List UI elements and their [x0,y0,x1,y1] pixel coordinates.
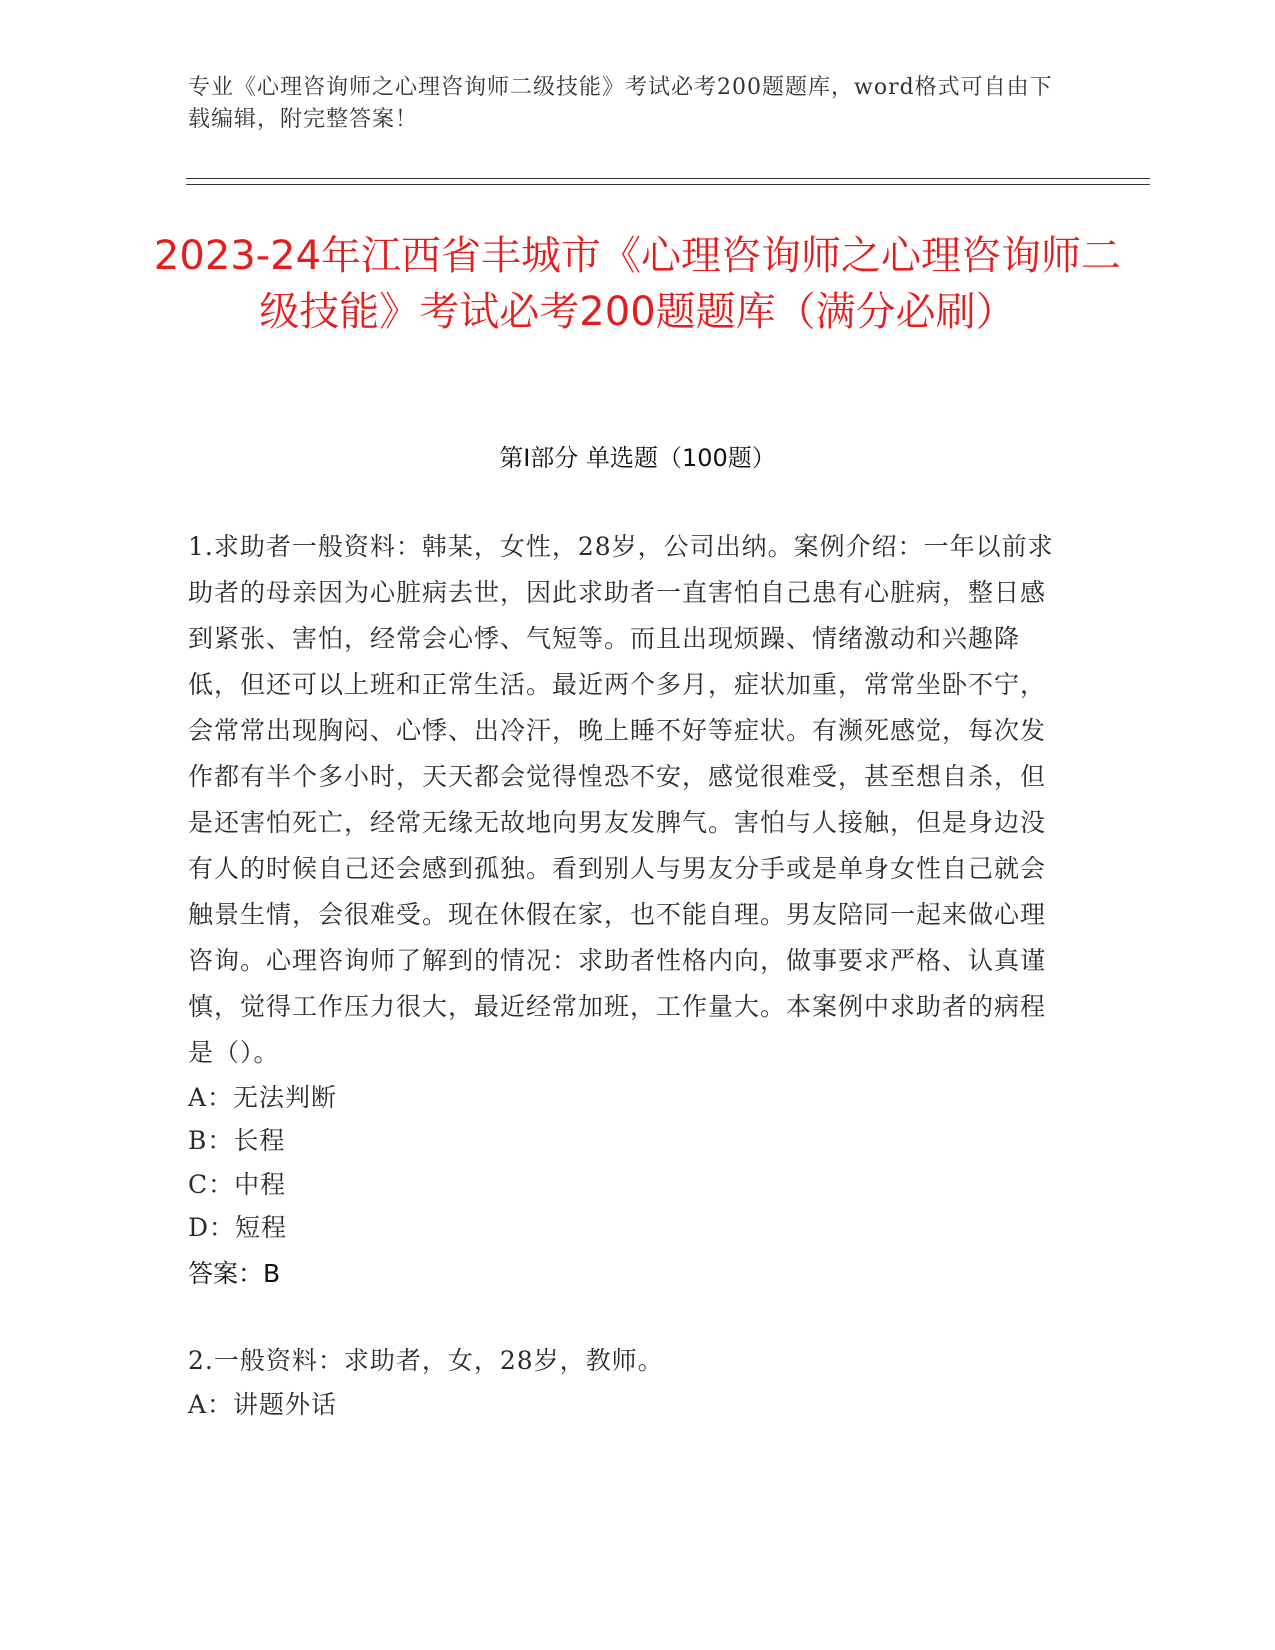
question-1-option-c: C：中程 [188,1170,287,1199]
header-divider-bottom [186,184,1150,185]
question-1-answer: 答案：B [188,1259,281,1288]
header-divider-top [186,178,1150,179]
question-2-option-a: A：讲题外话 [188,1390,338,1419]
document-title: 2023-24年江西省丰城市《心理咨询师之心理咨询师二级技能》考试必考200题题库（满分必刷） [153,233,1122,335]
question-1-option-a: A：无法判断 [188,1083,338,1112]
question-1-option-b: B：长程 [188,1126,286,1155]
question-1-option-d: D：短程 [188,1213,288,1242]
section-heading: 第Ⅰ部分 单选题（100题） [499,444,776,472]
header-note: 专业《心理咨询师之心理咨询师二级技能》考试必考200题题库，word格式可自由下载编辑，附完整答案！ [188,75,1053,132]
question-1-stem: 1.求助者一般资料：韩某，女性，28岁，公司出纳。案例介绍：一年以前求助者的母亲因为心脏病去世，因此求助者一直害怕自己患有心脏病，整日感到紧张、害怕，经常会心悸、气短等。而且出现烦躁、情绪激动和兴趣降低，但还可以上班和正常生活。最近两个多月，症状加重，常常坐卧不宁，会常常出现胸闷、心悸、出冷汗，晚上睡不好等症状。有濒死感觉，每次发作都有半个多小时，天天都会觉得惶恐不安，感觉很难受，甚至想自杀，但是还害怕死亡，经常无缘无故地向男友发脾气。害怕与人接触，但是身边没有人的时候自己还会感到孤独。看到别人与男友分手或是单身女性自己就会触景生情，会很难受。现在休假在家，也不能自理。男友陪同一起来做心理咨询。心理咨询师了解到的情况：求助者性格内向，做事要求严格、认真谨慎，觉得工作压力很大，最近经常加班，工作量大。本案例中求助者的病程是（）。 [188,532,1054,1067]
question-2-stem: 2.一般资料：求助者，女，28岁，教师。 [188,1346,664,1375]
